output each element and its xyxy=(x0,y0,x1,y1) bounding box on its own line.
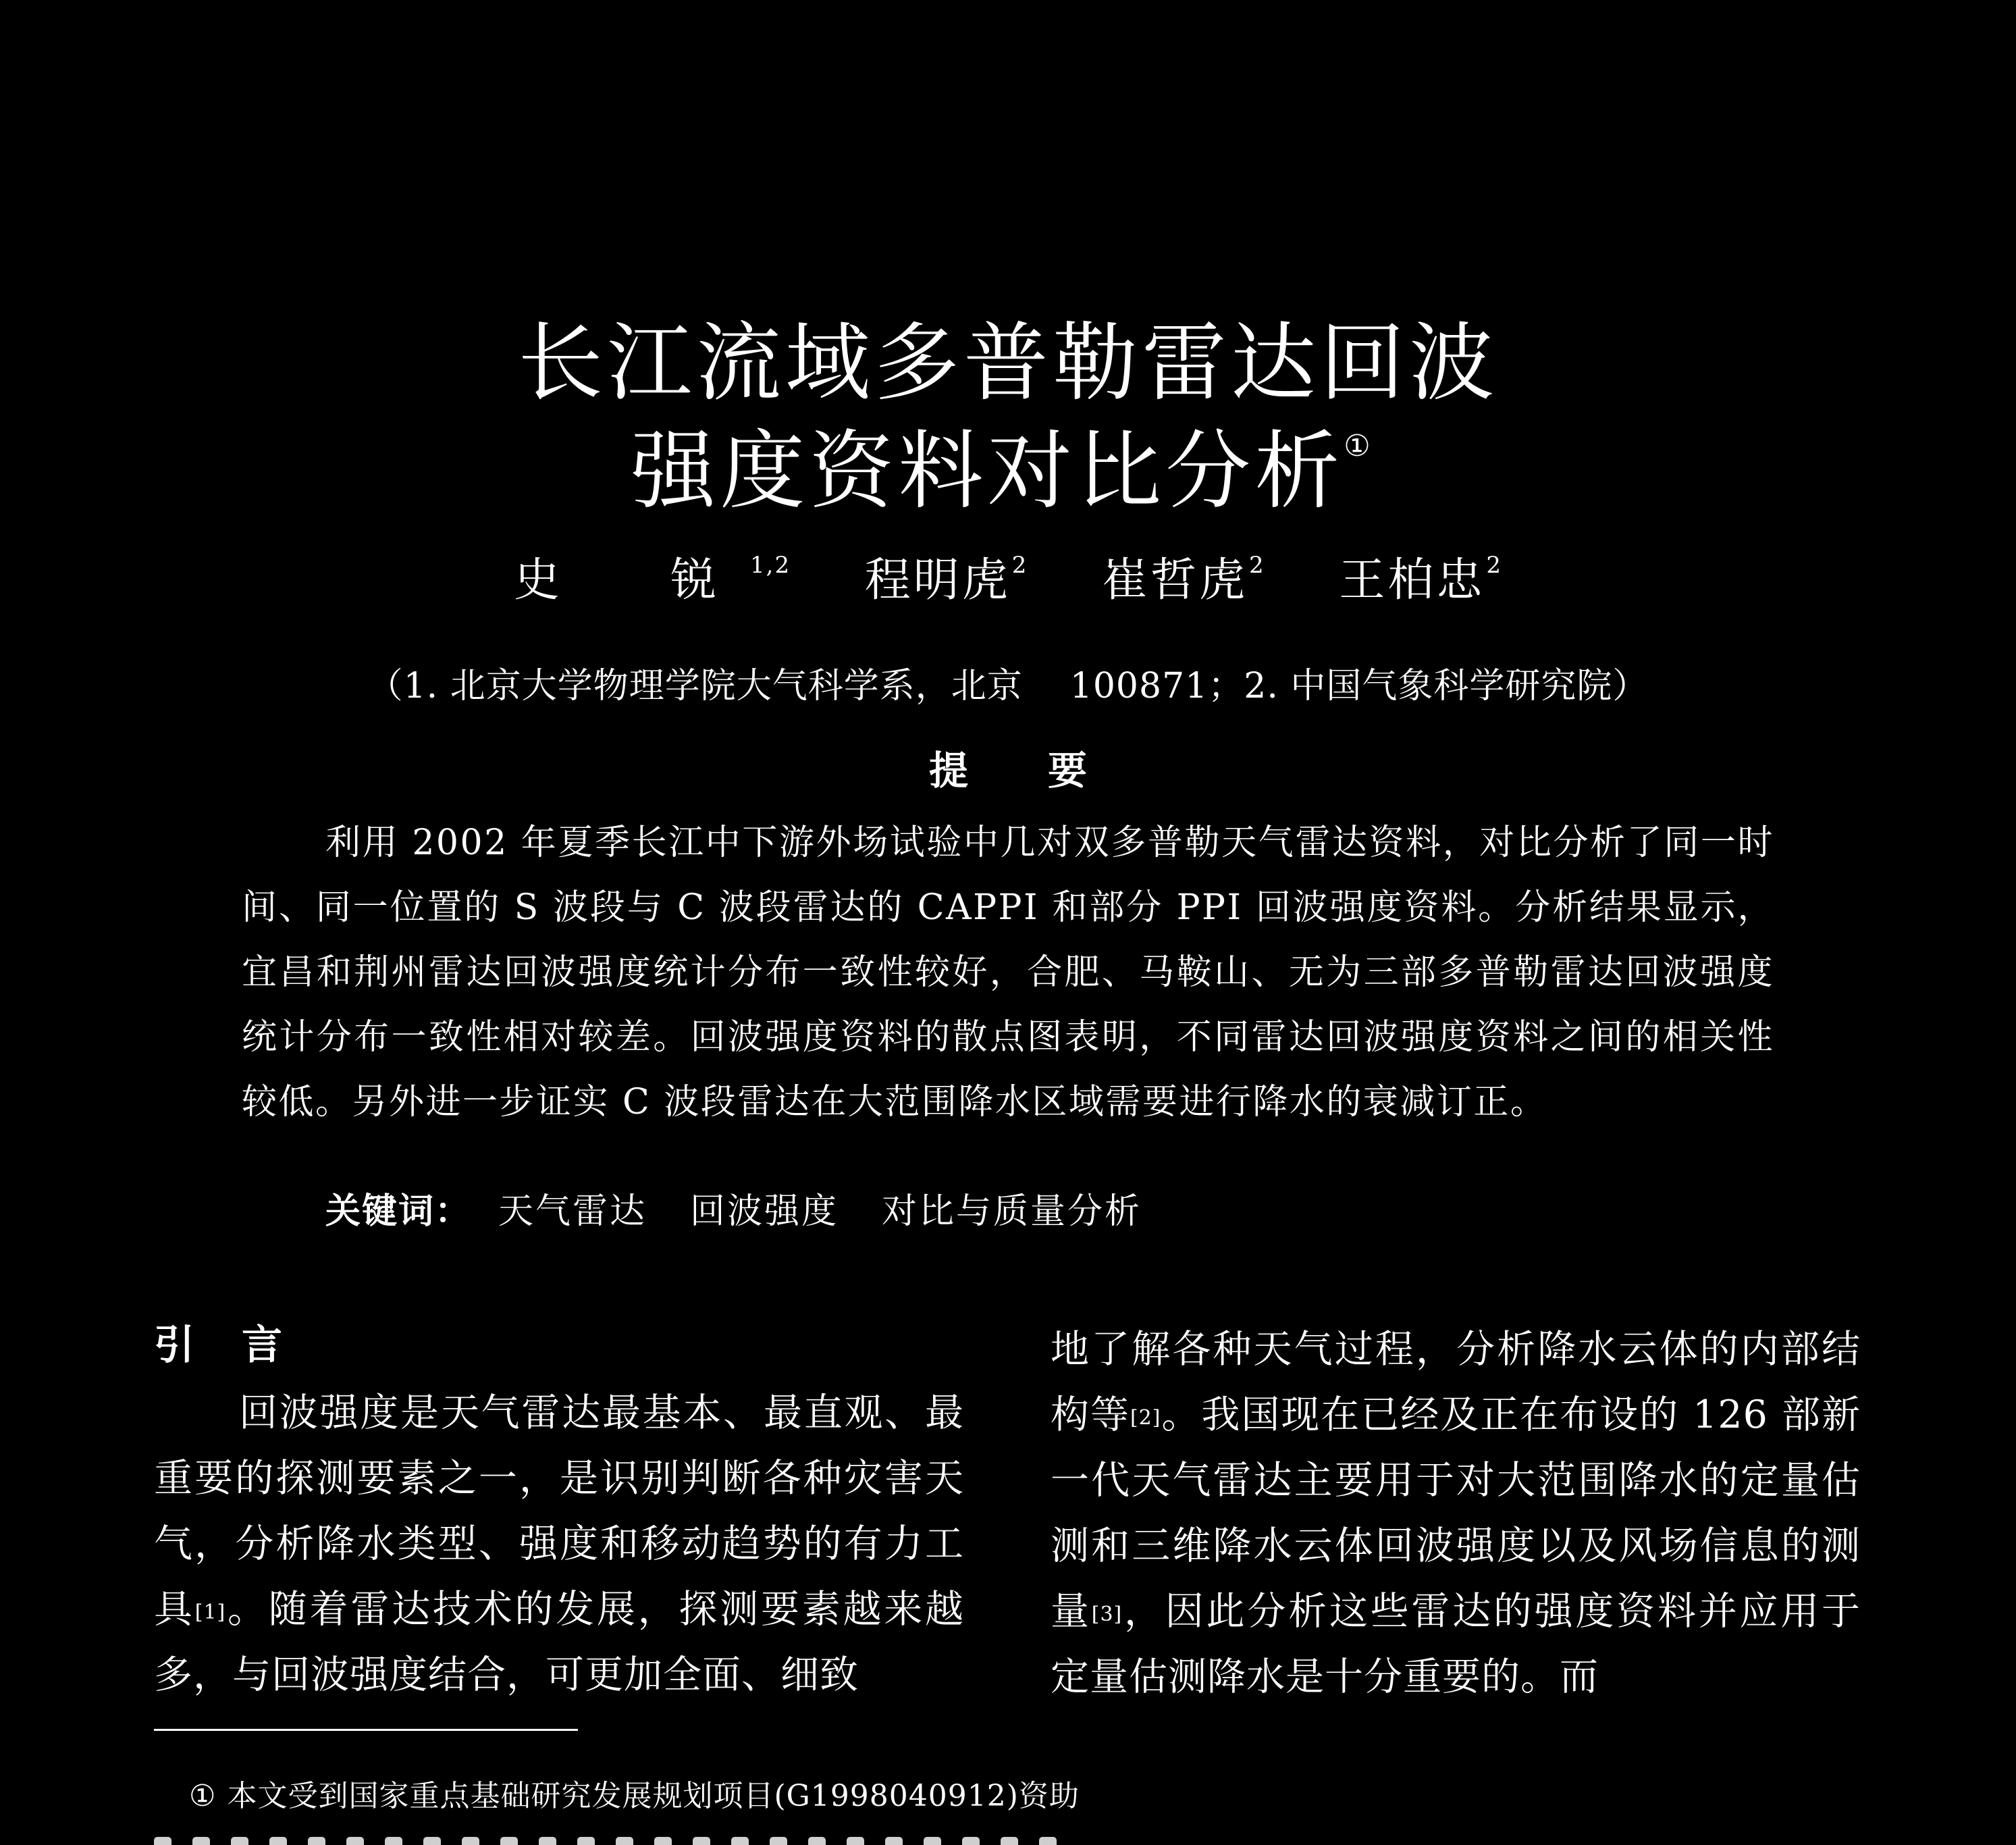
section-heading: 引言 xyxy=(154,1322,329,1369)
author-affiliation-number: 1,2 xyxy=(750,552,791,579)
body-text: 回波强度是天气雷达最基本、最直观、最重要的探测要素之一，是识别判断各种灾害天气，分析降水类型、强度和移动趋势的有力工具 xyxy=(154,1391,964,1632)
body-text: 地了解各种天气过程，分析降水云体的内部结构等 xyxy=(1051,1327,1861,1437)
author-affiliation-number: 2 xyxy=(1249,552,1265,579)
glyph-fragment xyxy=(847,1837,864,1845)
glyph-fragment xyxy=(462,1837,479,1845)
glyph-fragment xyxy=(1039,1837,1057,1845)
keywords xyxy=(325,1191,1185,1232)
glyph-fragment xyxy=(308,1837,325,1845)
author xyxy=(1102,552,1265,607)
glyph-fragment xyxy=(500,1837,518,1845)
glyph-fragment xyxy=(731,1837,749,1845)
body-text: 。随着雷达技术的发展，探测要素越来越多，与回波强度结合，可更加全面、细致 xyxy=(154,1587,965,1697)
glyph-fragment xyxy=(385,1837,402,1845)
citation-ref: [2] xyxy=(1130,1406,1161,1430)
author xyxy=(1339,552,1502,607)
glyph-fragment xyxy=(924,1837,941,1845)
glyph-fragment xyxy=(693,1837,710,1845)
author xyxy=(864,552,1028,607)
glyph-fragment xyxy=(192,1837,210,1845)
paper-title-line-2 xyxy=(0,421,2011,521)
glyph-fragment xyxy=(577,1837,595,1845)
keyword: 对比与质量分析 xyxy=(882,1191,1142,1232)
author-affiliation-number: 2 xyxy=(1011,552,1028,579)
footnote-text: 本文受到国家重点基础研究发展规划项目(G1998040912)资助 xyxy=(227,1779,1080,1813)
glyph-fragment xyxy=(269,1837,287,1845)
abstract-text: 利用 2002 年夏季长江中下游外场试验中几对双多普勒天气雷达资料，对比分析了同一时间、同一位置的 S 波段与 C 波段雷达的 CAPPI 和部分 PPI 回波强度资料。分析结果显示，宜昌和荆州雷达回波强度统计分布一致性较好，合肥、马鞍山、无为三部多普勒雷达回波强度统计分布一致性相对较差。回波强度资料的散点图表明，不同雷达回波强度资料之间的相关性较低。另外进一步证实 C 波段雷达在大范围降水区域需要进行降水的衰减订正。 xyxy=(242,823,1774,1122)
glyph-fragment xyxy=(885,1837,903,1845)
glyph-fragment xyxy=(770,1837,787,1845)
cut-off-text-line xyxy=(154,1833,1099,1845)
glyph-fragment xyxy=(154,1837,171,1845)
author-name: 王柏忠 xyxy=(1339,554,1485,607)
glyph-fragment xyxy=(808,1837,826,1845)
citation-ref: [1] xyxy=(194,1601,226,1624)
affiliation-part-2: 100871；2. 中国气象科学研究院） xyxy=(1069,666,1649,706)
body-text: ，因此分析这些雷达的强度资料并应用于定量估测降水是十分重要的。而 xyxy=(1051,1589,1861,1699)
title-footnote-mark: ① xyxy=(1344,429,1375,463)
abstract-heading: 提要 xyxy=(928,748,1167,794)
glyph-fragment xyxy=(346,1837,364,1845)
author-affiliation-number: 2 xyxy=(1486,552,1502,579)
author xyxy=(514,552,791,607)
glyph-fragment xyxy=(423,1837,441,1845)
body-text: 。我国现在已经及正在布设的 126 部新一代天气雷达主要用于对大范围降水的定量估测和三维降水云体回波强度以及风场信息的测量 xyxy=(1051,1393,1861,1634)
author-list xyxy=(0,552,2016,607)
glyph-fragment xyxy=(231,1837,248,1845)
glyph-fragment xyxy=(1001,1837,1018,1845)
body-column-left xyxy=(154,1380,964,1708)
body-column-right xyxy=(1051,1317,1861,1710)
footnote-rule xyxy=(154,1729,578,1731)
paper-title-text: 强度资料对比分析 xyxy=(631,421,1344,521)
affiliation-part-1: （1. 北京大学物理学院大气科学系，北京 xyxy=(367,666,1023,706)
glyph-fragment xyxy=(654,1837,672,1845)
footnote xyxy=(189,1779,1080,1813)
keyword: 回波强度 xyxy=(690,1191,839,1232)
author-name: 史 锐 xyxy=(514,554,749,607)
keywords-label: 关键词： xyxy=(325,1191,472,1232)
keyword: 天气雷达 xyxy=(498,1191,647,1232)
citation-ref: [3] xyxy=(1091,1603,1123,1626)
glyph-fragment xyxy=(962,1837,980,1845)
author-name: 程明虎 xyxy=(864,554,1011,607)
glyph-fragment xyxy=(539,1837,556,1845)
glyph-fragment xyxy=(616,1837,633,1845)
paper-title-line-1: 长江流域多普勒雷达回波 xyxy=(518,313,1498,413)
footnote-mark: ① xyxy=(189,1779,217,1813)
author-name: 崔哲虎 xyxy=(1102,554,1248,607)
affiliation xyxy=(0,666,2016,706)
